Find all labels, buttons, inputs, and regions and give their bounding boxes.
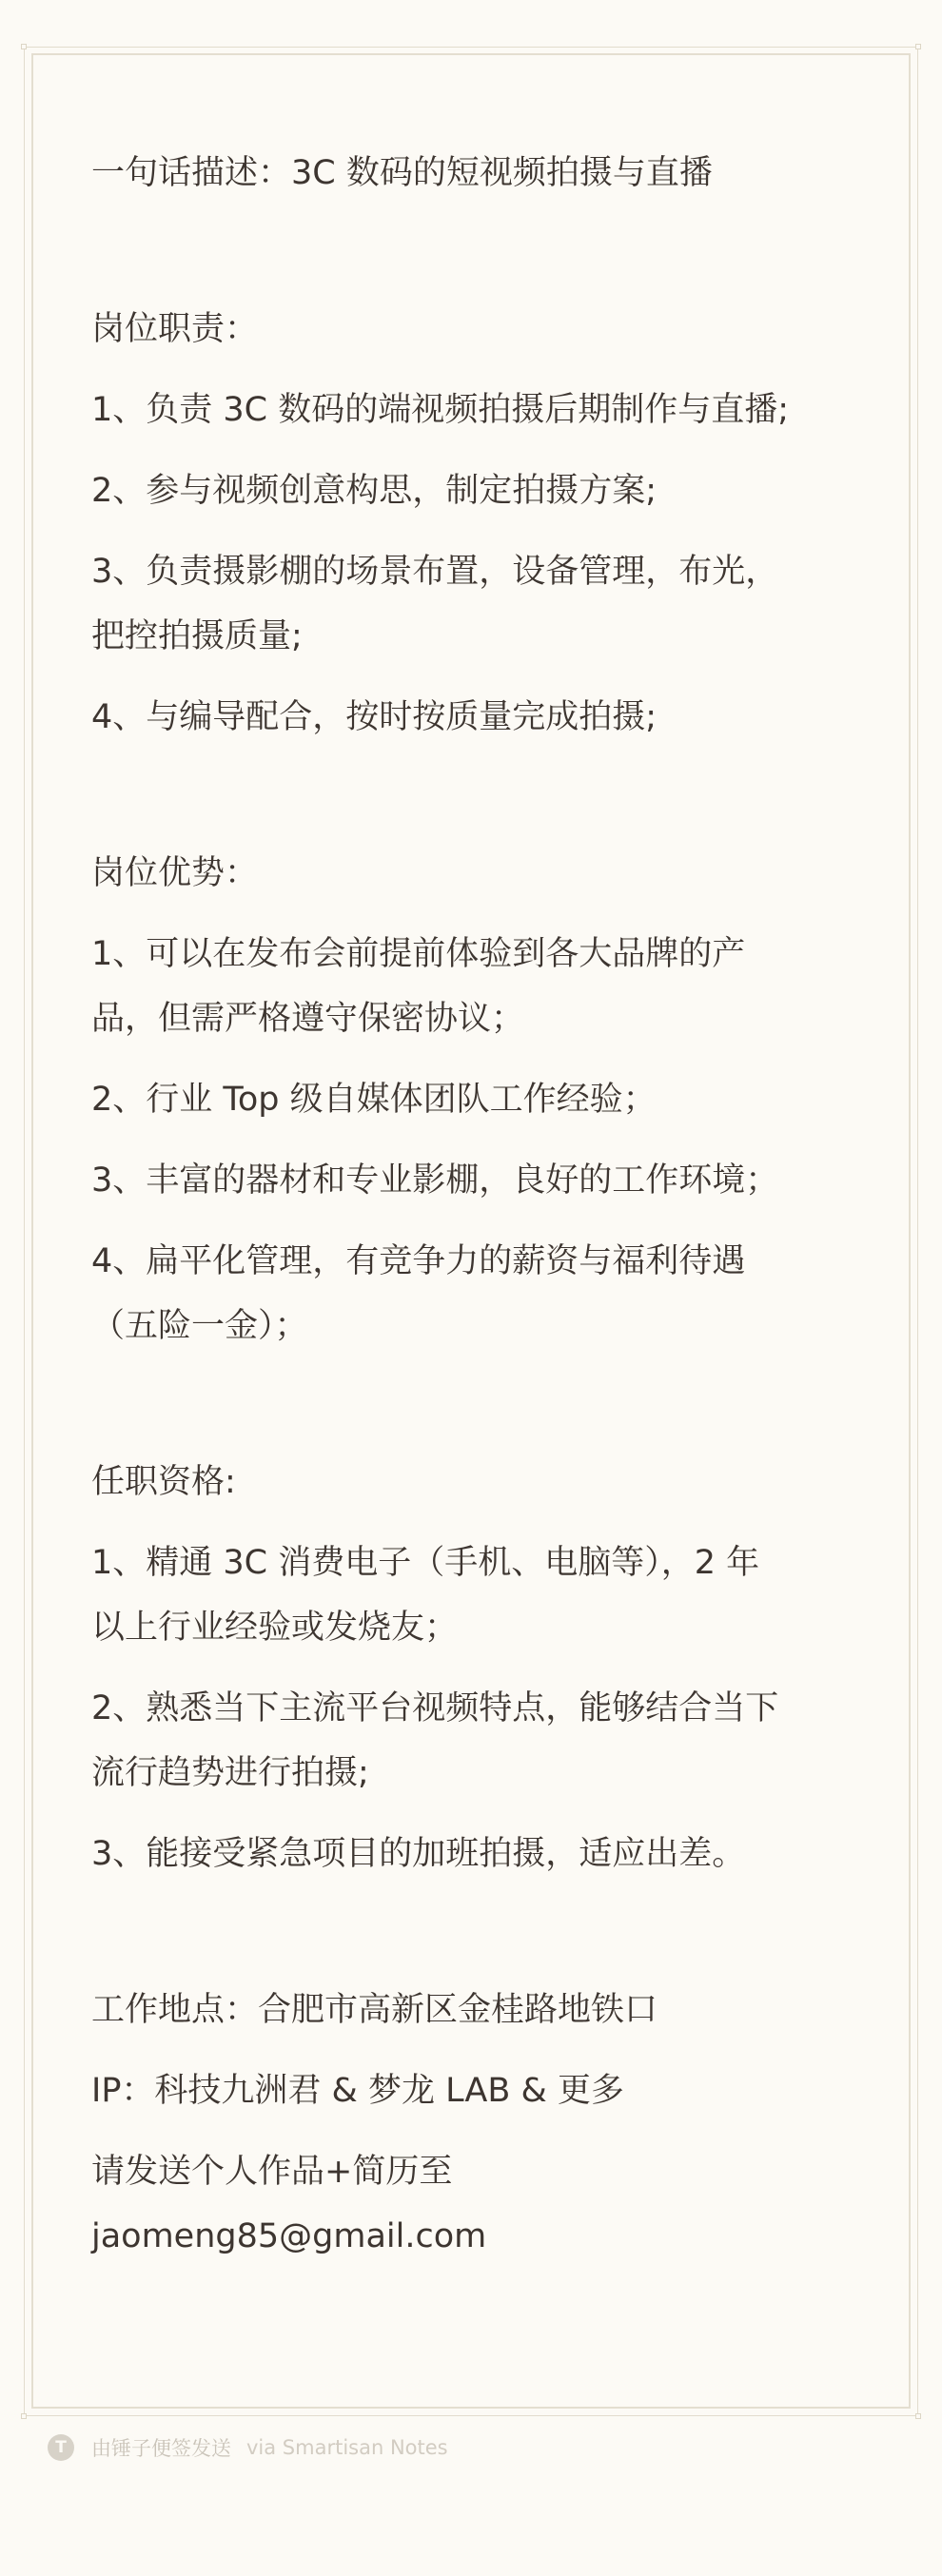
work-location: 工作地点：合肥市高新区金桂路地铁口 xyxy=(91,1991,658,2029)
ip-line: IP：科技九洲君 & 梦龙 LAB & 更多 xyxy=(91,2072,624,2110)
qualification-item-line: 2、熟悉当下主流平台视频特点，能够结合当下 xyxy=(91,1689,779,1727)
advantage-item xyxy=(91,922,862,1051)
qualification-item xyxy=(91,1531,862,1660)
qualification-item-line: 3、能接受紧急项目的加班拍摄，适应出差。 xyxy=(91,1835,746,1873)
advantage-item xyxy=(91,1229,862,1358)
footer-via: via Smartisan Notes xyxy=(246,2436,448,2459)
duty-item xyxy=(91,685,862,750)
advantage-item-line: 2、行业 Top 级自媒体团队工作经验； xyxy=(91,1081,657,1119)
advantage-item-line: （五险一金）； xyxy=(91,1307,308,1345)
frame-corner xyxy=(21,2413,27,2419)
qualification-item xyxy=(91,1822,862,1886)
footer xyxy=(48,2431,448,2464)
footer-brand: 由锤子便签发送 xyxy=(91,2437,231,2460)
advantage-item xyxy=(91,1148,862,1213)
send-instructions xyxy=(91,2139,862,2269)
smartisan-logo-icon: T xyxy=(48,2434,74,2461)
duty-item-line: 3、负责摄影棚的场景布置，设备管理，布光， xyxy=(91,553,779,591)
qualification-item-line: 以上行业经验或发烧友； xyxy=(91,1609,459,1647)
frame-corner xyxy=(21,44,27,49)
duties-heading: 岗位职责： xyxy=(91,310,259,348)
advantages-heading: 岗位优势： xyxy=(91,854,259,892)
qualification-item-line: 流行趋势进行拍摄; xyxy=(91,1754,369,1792)
note-content xyxy=(91,141,862,2285)
advantage-item-line: 1、可以在发布会前提前体验到各大品牌的产 xyxy=(91,935,746,973)
duty-item-line: 把控拍摄质量; xyxy=(91,617,303,655)
advantage-item-line: 品，但需严格遵守保密协议； xyxy=(91,1000,525,1038)
send-instructions-line: 请发送个人作品+简历至 xyxy=(91,2153,453,2191)
summary-line: 一句话描述：3C 数码的短视频拍摄与直播 xyxy=(91,154,713,192)
advantage-item xyxy=(91,1067,862,1132)
qualifications-heading: 任职资格: xyxy=(91,1463,236,1501)
frame-corner xyxy=(915,44,921,49)
duty-item-line: 4、与编导配合，按时按质量完成拍摄; xyxy=(91,698,657,736)
advantage-item-line: 3、丰富的器材和专业影棚，良好的工作环境； xyxy=(91,1161,779,1200)
duty-item-line: 1、负责 3C 数码的端视频拍摄后期制作与直播; xyxy=(91,391,790,429)
duty-item xyxy=(91,539,862,669)
frame-corner xyxy=(915,2413,921,2419)
advantage-item-line: 4、扁平化管理，有竞争力的薪资与福利待遇 xyxy=(91,1242,746,1280)
duty-item xyxy=(91,378,862,442)
duty-item-line: 2、参与视频创意构思，制定拍摄方案; xyxy=(91,472,657,510)
qualification-item xyxy=(91,1676,862,1805)
duty-item xyxy=(91,459,862,523)
contact-email[interactable]: jaomeng85@gmail.com xyxy=(91,2217,487,2255)
qualification-item-line: 1、精通 3C 消费电子（手机、电脑等），2 年 xyxy=(91,1544,760,1582)
